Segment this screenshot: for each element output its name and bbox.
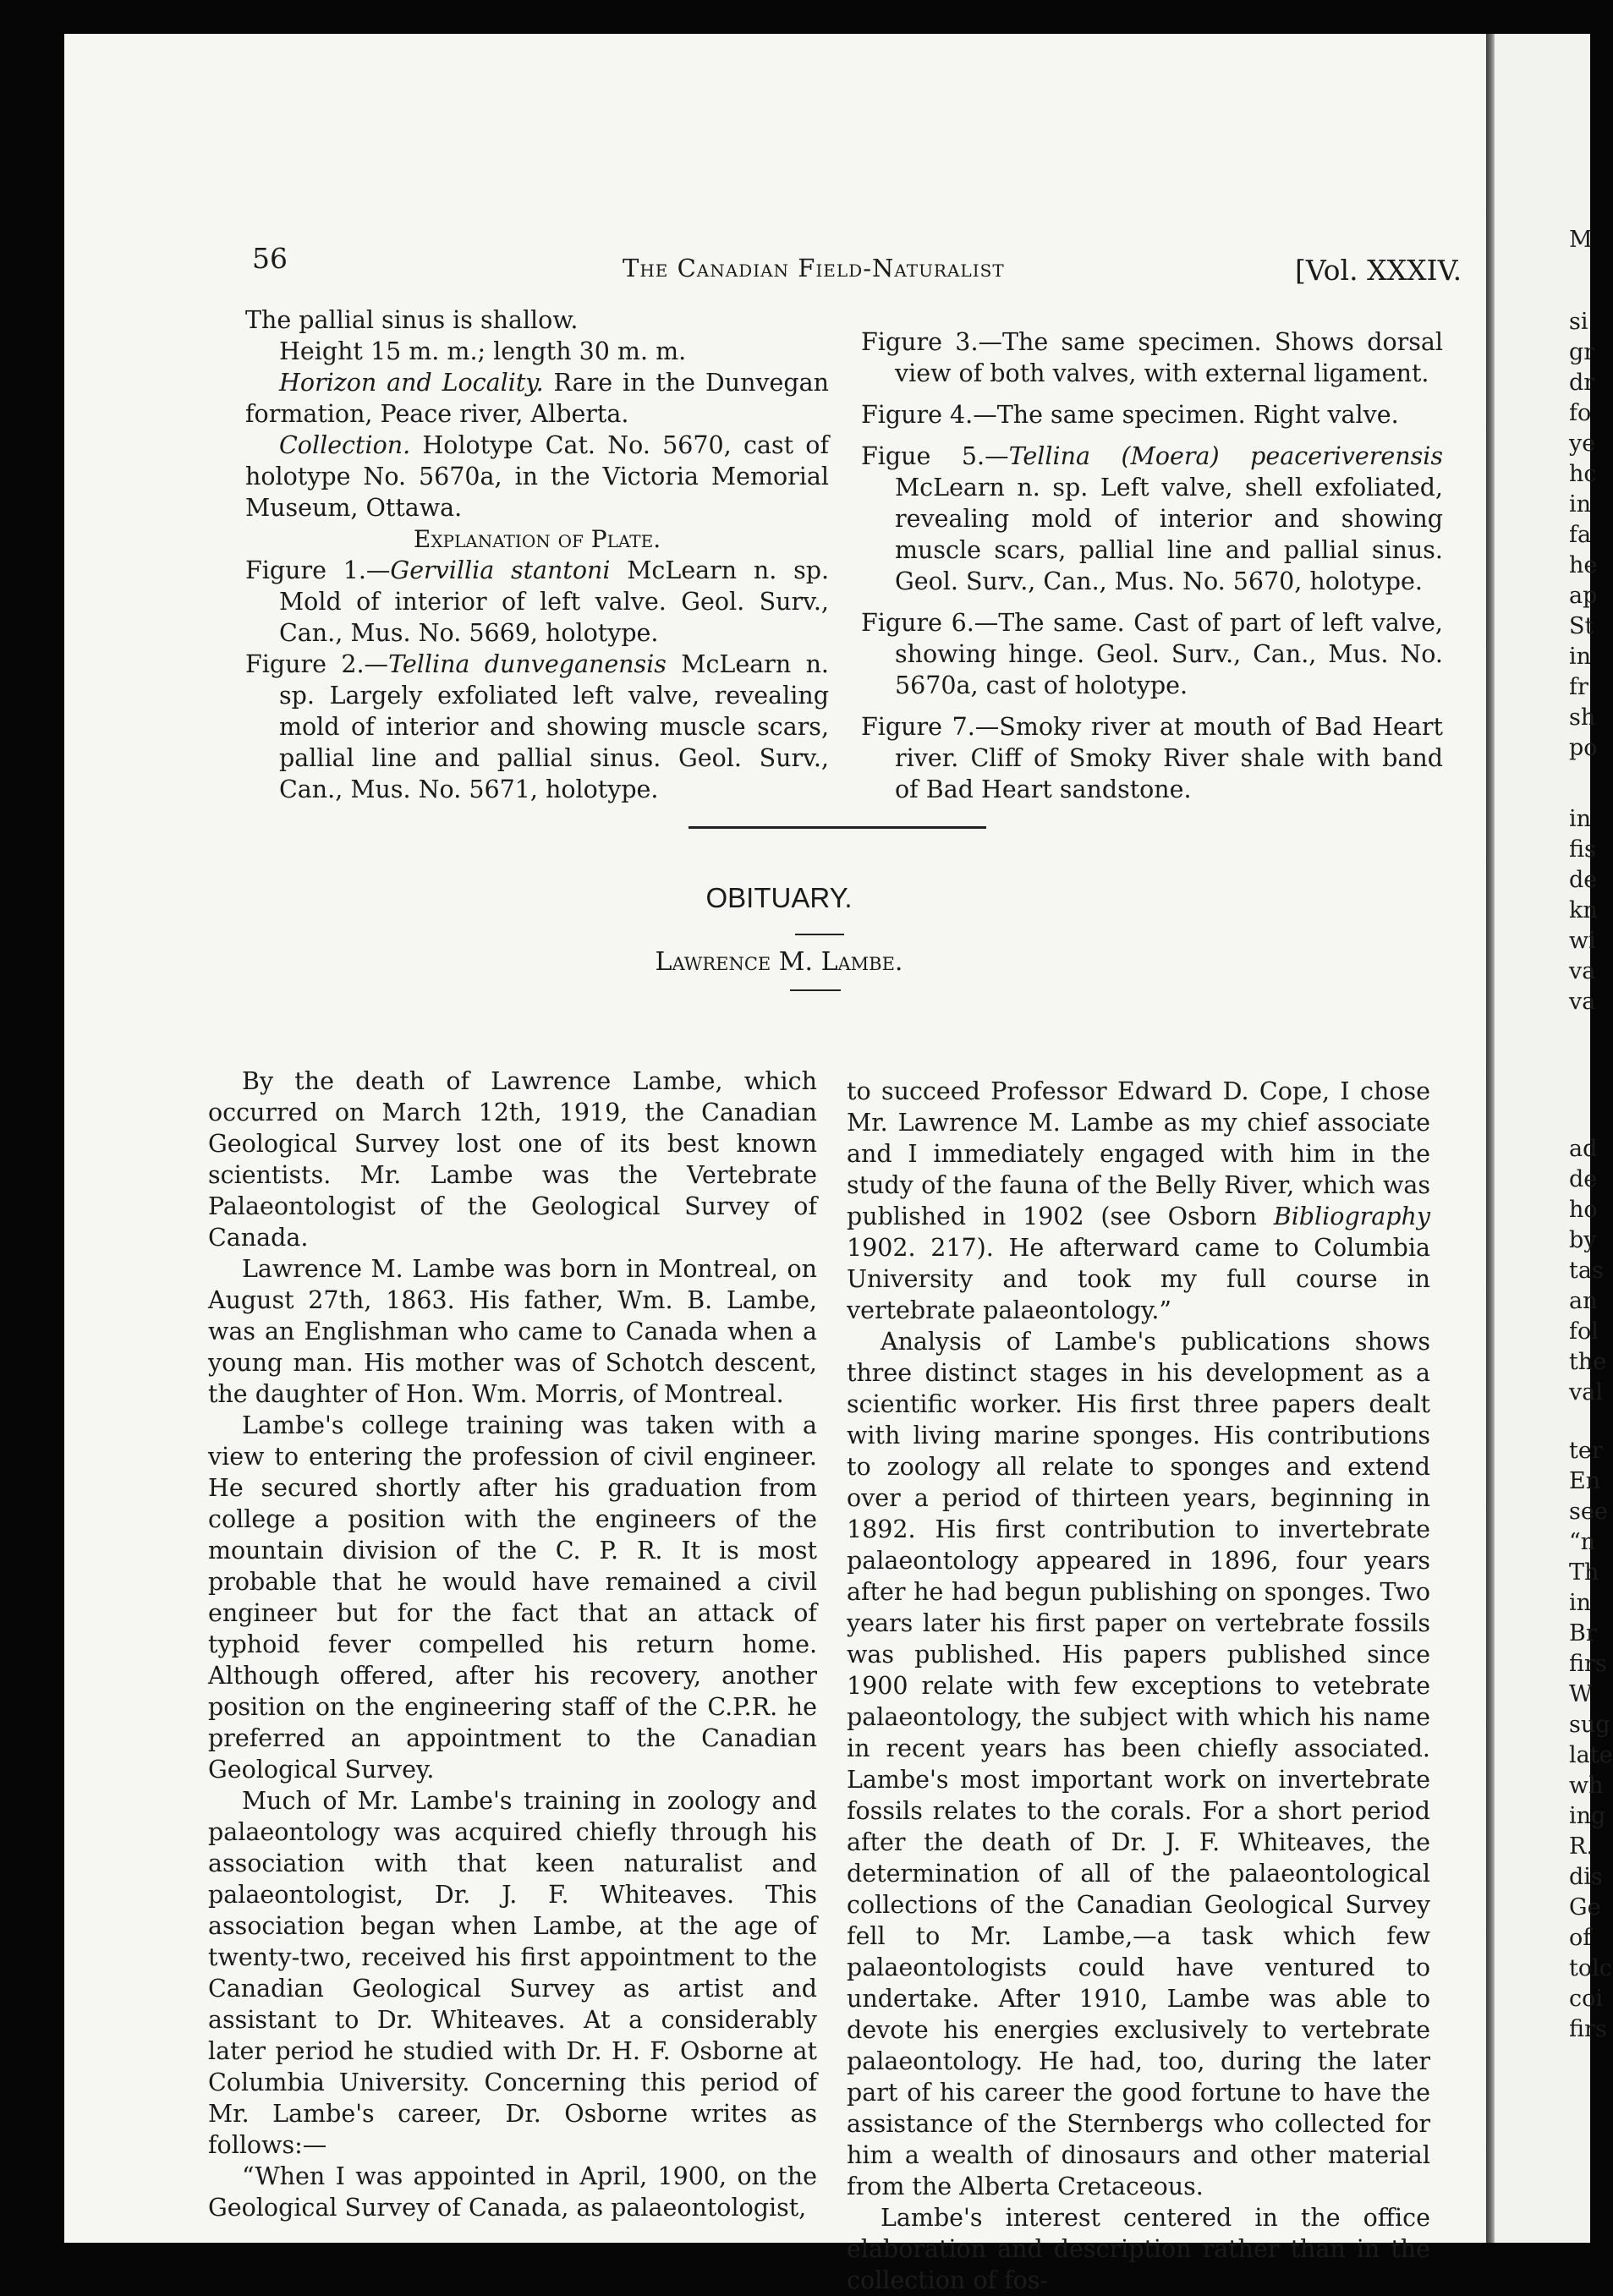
next-page-text-fragment: ho <box>1569 1197 1598 1223</box>
next-page-text-fragment: an <box>1569 1288 1598 1314</box>
figure-caption: Figure 6.—The same. Cast of part of left valve, showing hinge. Geol. Surv., Can., Mus. No. 5670a, cast of holotype. <box>861 609 1443 699</box>
next-page-text-fragment: Th <box>1569 1559 1599 1586</box>
page-gutter <box>1486 34 1495 2243</box>
next-page-text-fragment: fr <box>1569 674 1588 700</box>
next-page-text-fragment: sug <box>1569 1712 1610 1738</box>
journal-title: The Canadian Field-Naturalist <box>623 254 1005 282</box>
next-page-text-fragment: R. <box>1569 1833 1594 1860</box>
figure-caption: Figure 3.—The same specimen. Shows dorsal view of both valves, with external ligament. <box>861 328 1443 387</box>
next-page-text-fragment: firs <box>1569 2016 1607 2042</box>
next-page-text-fragment: W <box>1569 1681 1593 1707</box>
next-page-text-fragment: En <box>1569 1468 1601 1494</box>
upper-right-column <box>861 326 1443 805</box>
next-page-text-fragment: dis <box>1569 1864 1603 1890</box>
next-page-text-fragment: de <box>1569 1166 1598 1192</box>
next-page-text-fragment: fol <box>1569 1318 1599 1345</box>
obituary-subject: Lawrence M. Lambe. <box>655 947 903 977</box>
next-page-text-fragment: “n <box>1569 1529 1596 1555</box>
divider <box>795 934 844 935</box>
paragraph: Horizon and Locality. Rare in the Dunvegan formation, Peace river, Alberta. <box>245 369 829 428</box>
next-page-text-fragment: the <box>1569 1349 1607 1375</box>
next-page-text-fragment: ye <box>1569 430 1596 457</box>
volume-label: [Vol. XXXIV. <box>1295 254 1462 287</box>
next-page-text-fragment: see <box>1569 1499 1608 1525</box>
next-page-text-fragment: by <box>1569 1227 1597 1253</box>
plate-heading: Explanation of Plate. <box>413 525 661 553</box>
next-page-text-fragment: of <box>1569 1925 1592 1951</box>
next-page-text-fragment: M <box>1569 227 1593 253</box>
paragraph: Lambe's college training was taken with a view to entering the profession of civil engineer. He secured shortly after his graduation from college a position with the engineers of the mountain division of the C. P. R. It is most probable that he would have remained a civil engineer but for the fact that an attack of typhoid fever compelled his return home. Although offered, after his recovery, another position on the engineering staff of the C.P.R. he preferred an appointment to the Canadian Geological Survey. <box>208 1411 817 1784</box>
book-page <box>64 34 1494 2294</box>
paragraph: Lambe's interest centered in the office elaboration and description rather than in the collection of fos- <box>847 2204 1430 2294</box>
next-page-text-fragment: kn <box>1569 897 1598 923</box>
obituary-heading: OBITUARY. <box>705 882 853 913</box>
figure-caption: Figure 4.—The same specimen. Right valve. <box>861 401 1399 429</box>
label-italic: Collection. <box>279 431 411 459</box>
figure-caption: Figue 5.—Tellina (Moera) peaceriverensis McLearn n. sp. Left valve, shell exfoliated, revealing mold of interior and showing muscle scars, pallial line and pallial sinus. Geol. Surv., Can., Mus. No. 5670, holotype. <box>861 442 1443 595</box>
divider <box>790 989 841 991</box>
next-page-text-fragment: fo <box>1569 400 1592 426</box>
next-page-text-fragment: de <box>1569 867 1598 893</box>
lower-left-column <box>208 1066 817 2223</box>
lower-right-column <box>847 1076 1430 2296</box>
next-page-text-fragment: dr <box>1569 370 1595 396</box>
paragraph: Lawrence M. Lambe was born in Montreal, on August 27th, 1863. His father, Wm. B. Lambe, was an Englishman who came to Canada when a young man. His mother was of Schotch descent, the daughter of Hon. Wm. Morris, of Montreal. <box>208 1255 817 1408</box>
next-page-text-fragment: sh <box>1569 704 1596 731</box>
next-page-text-fragment: ad <box>1569 1136 1598 1162</box>
next-page-text-fragment: fis <box>1569 836 1596 863</box>
next-page-text-fragment: St <box>1569 613 1594 639</box>
next-page-text-fragment: ter <box>1569 1438 1603 1464</box>
next-page-text-fragment: ing <box>1569 1803 1606 1829</box>
page-number: 56 <box>252 242 288 275</box>
next-page-text-fragment: po <box>1569 735 1598 761</box>
next-page-text-fragment: ap <box>1569 583 1598 609</box>
next-page-text-fragment: late <box>1569 1742 1613 1768</box>
paragraph: Collection. Holotype Cat. No. 5670, cast of holotype No. 5670a, in the Victoria Memorial Museum, Ottawa. <box>245 431 829 522</box>
section-divider <box>689 826 986 829</box>
next-page-text-fragment: hc <box>1569 461 1597 487</box>
next-page-text-fragment: wi <box>1569 928 1596 954</box>
next-page-text-fragment: in <box>1569 806 1592 832</box>
next-page-text-fragment: fa <box>1569 522 1592 548</box>
next-page-edge <box>1495 34 1613 2243</box>
next-page-text-fragment: va <box>1569 958 1596 984</box>
label-italic: Horizon and Locality. <box>279 369 544 397</box>
figure-caption: Figure 2.—Tellina dunveganensis McLearn n. sp. Largely exfoliated left valve, revealing mold of interior and showing muscle scars, pallial line and pallial sinus. Geol. Surv., Can., Mus. No. 5671, holotype. <box>245 650 829 803</box>
next-page-text-fragment: tas <box>1569 1258 1604 1284</box>
next-page-text-fragment: coi <box>1569 1986 1604 2012</box>
next-page-text-fragment: tolc <box>1569 1955 1612 1981</box>
next-page-text-fragment: Ge <box>1569 1894 1601 1921</box>
paragraph: Height 15 m. m.; length 30 m. m. <box>279 337 687 365</box>
paragraph: “When I was appointed in April, 1900, on the Geological Survey of Canada, as palaeontologist, <box>208 2162 817 2222</box>
figure-caption: Figure 1.—Gervillia stantoni McLearn n. sp. Mold of interior of left valve. Geol. Surv., Can., Mus. No. 5669, holotype. <box>245 556 829 647</box>
paragraph: By the death of Lawrence Lambe, which occurred on March 12th, 1919, the Canadian Geological Survey lost one of its best known scientists. Mr. Lambe was the Vertebrate Palaeontologist of the Geological Survey of Canada. <box>208 1067 817 1252</box>
paragraph: The pallial sinus is shallow. <box>245 306 579 334</box>
next-page-text-fragment: gr <box>1569 339 1595 365</box>
next-page-text-fragment: va <box>1569 989 1596 1015</box>
paragraph: Analysis of Lambe's publications shows three distinct stages in his development as a scientific worker. His first three papers dealt with living marine sponges. His contributions to zoology all relate to sponges and extend over a period of thirteen years, beginning in 1892. His first contribution to invertebrate palaeontology appeared in 1896, four years after he had begun publishing on sponges. Two years later his first paper on vertebrate fossils was published. His papers published since 1900 relate with few exceptions to vetebrate palaeontology, the subject with which his name in recent years has been chiefly associated. Lambe's most important work on invertebrate fossils relates to the corals. For a short period after the death of Dr. J. F. Whiteaves, the determination of all of the palaeontological collections of the Canadian Geological Survey fell to Mr. Lambe,—a task which few palaeontologists could have ventured to undertake. After 1910, Lambe was able to devote his energies exclusively to vertebrate palaeontology. He had, too, during the later part of his career the good fortune to have the assistance of the Sternbergs who collected for him a wealth of dinosaurs and other material from the Alberta Cretaceous. <box>847 1328 1430 2200</box>
next-page-text-fragment: in <box>1569 644 1592 670</box>
next-page-text-fragment: val <box>1569 1379 1603 1406</box>
next-page-text-fragment: firs <box>1569 1651 1607 1677</box>
next-page-text-fragment: in <box>1569 491 1592 518</box>
figure-caption: Figure 7.—Smoky river at mouth of Bad Heart river. Cliff of Smoky River shale with band of Bad Heart sandstone. <box>861 713 1443 803</box>
paragraph: to succeed Professor Edward D. Cope, I chose Mr. Lawrence M. Lambe as my chief associate and I immediately engaged with him in the study of the fauna of the Belly River, which was published in 1902 (see Osborn Bibliography 1902. 217). He afterward came to Columbia University and took my full course in vertebrate palaeontology.” <box>847 1077 1430 1324</box>
next-page-text-fragment: Br <box>1569 1620 1597 1647</box>
next-page-text-fragment: si <box>1569 309 1588 335</box>
next-page-text-fragment: wh <box>1569 1773 1604 1799</box>
next-page-text-fragment: he <box>1569 552 1598 578</box>
upper-left-column <box>245 304 829 805</box>
next-page-text-fragment: in <box>1569 1590 1592 1616</box>
paragraph: Much of Mr. Lambe's training in zoology and palaeontology was acquired chiefly through his association with that keen naturalist and palaeontologist, Dr. J. F. Whiteaves. This association began when Lambe, at the age of twenty-two, received his first appointment to the Canadian Geological Survey as artist and assistant to Dr. Whiteaves. At a considerably later period he studied with Dr. H. F. Osborne at Columbia University. Concerning this period of Mr. Lambe's career, Dr. Osborne writes as follows:— <box>208 1787 817 2159</box>
